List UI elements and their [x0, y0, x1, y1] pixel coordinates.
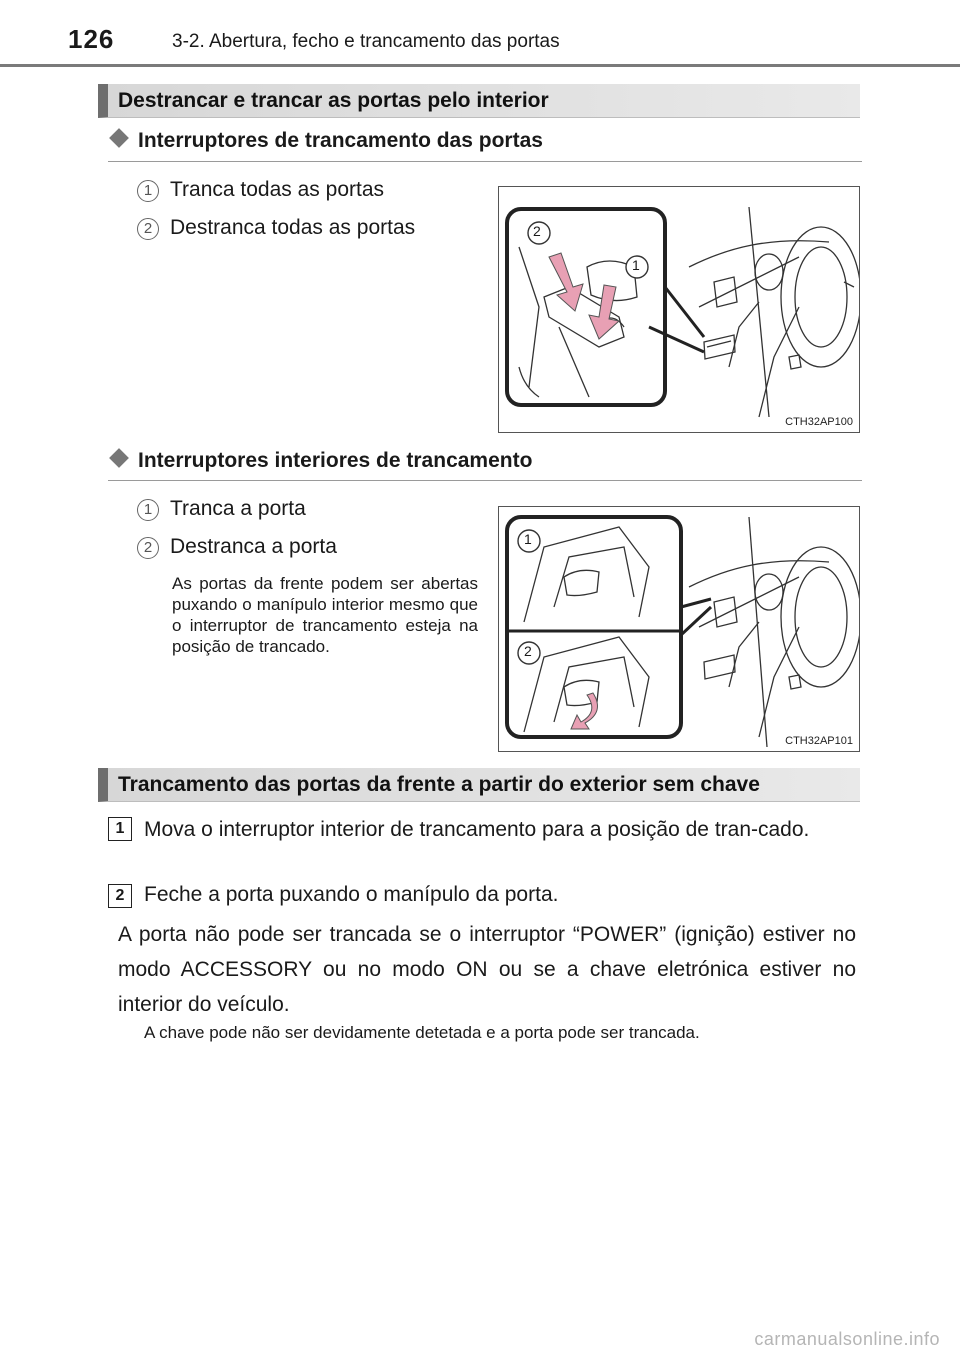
body-paragraph: A porta não pode ser trancada se o interruptor “POWER” (ignição) estiver no modo ACCESSORY ou no modo ON ou se a chave eletrónica estiver no interior do veículo. — [118, 923, 856, 1016]
item-text: Tranca todas as portas — [170, 178, 384, 201]
item-text: Destranca a porta — [170, 535, 337, 558]
section-header-keyless-locking — [98, 768, 860, 802]
section-title: Destrancar e trancar as portas pelo interior — [118, 89, 549, 112]
section-title: Trancamento das portas da frente a partir do exterior sem chave — [118, 773, 760, 796]
section-header-interior-locking — [98, 84, 860, 118]
subheading-rule — [108, 161, 862, 162]
figure-code: CTH32AP100 — [785, 416, 853, 428]
item-number-circle: 1 — [137, 180, 159, 202]
chapter-title: 3-2. Abertura, fecho e trancamento das portas — [172, 31, 560, 52]
step-text: Feche a porta puxando o manípulo da porta. — [144, 883, 559, 906]
subheading-interior-lock-switches — [108, 449, 532, 473]
subheading-door-lock-switches — [108, 129, 543, 153]
page-number: 126 — [68, 24, 115, 54]
item-number-circle: 2 — [137, 218, 159, 240]
figure-code: CTH32AP101 — [785, 735, 853, 747]
header-rule — [0, 64, 960, 67]
dashboard-drawing — [499, 507, 860, 752]
item-number-circle: 2 — [137, 537, 159, 559]
illustration-door-lock-switch — [498, 186, 860, 433]
callout-2-label: 2 — [524, 643, 532, 659]
subheading-rule — [108, 480, 862, 481]
diamond-bullet-icon — [109, 448, 129, 468]
watermark: carmanualsonline.info — [754, 1329, 940, 1349]
callout-1-label: 1 — [632, 257, 640, 273]
step-number-box: 2 — [108, 884, 132, 908]
item-text: Destranca todas as portas — [170, 216, 416, 239]
subheading-text: Interruptores interiores de trancamento — [138, 449, 533, 472]
callout-2-label: 2 — [533, 223, 541, 239]
step-number-box: 1 — [108, 817, 132, 841]
small-note: A chave pode não ser devidamente detetada e a porta pode ser trancada. — [144, 1023, 700, 1042]
note-text: As portas da frente podem ser abertas puxando o manípulo interior mesmo que o interruptor de trancamento esteja na posição de trancado. — [172, 574, 478, 656]
illustration-interior-lock-switch — [498, 506, 860, 752]
callout-1-label: 1 — [524, 531, 532, 547]
diamond-bullet-icon — [109, 128, 129, 148]
step-text: Mova o interruptor interior de trancamento para a posição de tran-cado. — [144, 818, 810, 841]
item-number-circle: 1 — [137, 499, 159, 521]
item-text: Tranca a porta — [170, 497, 306, 520]
subheading-text: Interruptores de trancamento das portas — [138, 129, 543, 152]
dashboard-drawing — [499, 187, 860, 433]
